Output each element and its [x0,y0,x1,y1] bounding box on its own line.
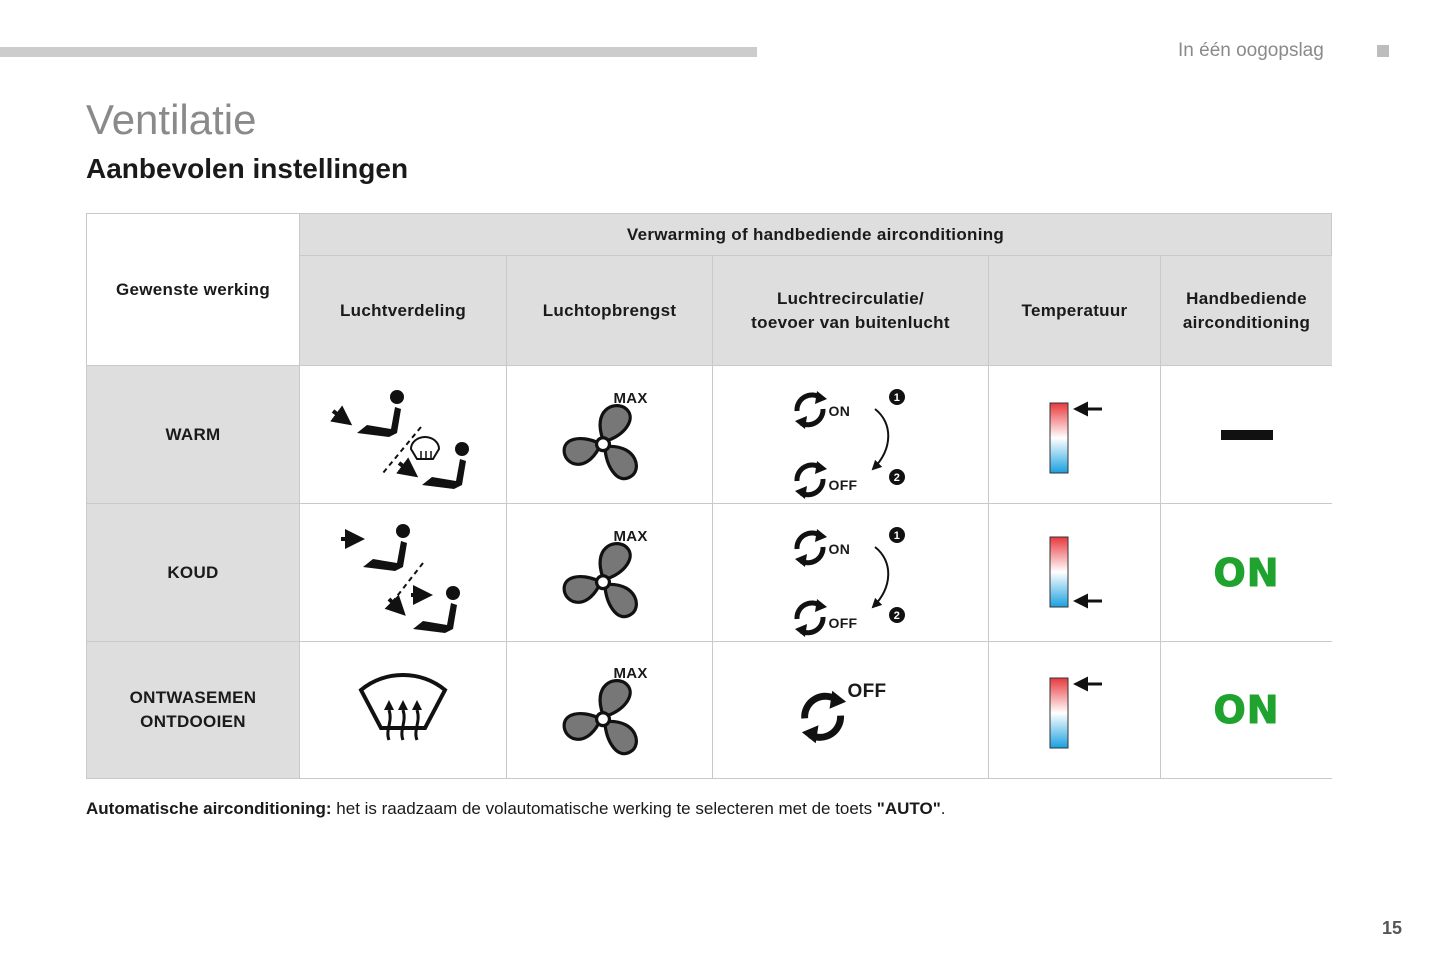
recirculation-cell [713,366,989,504]
group-header-label: Verwarming of handbediende airconditioning [626,224,1005,244]
ac-cell [1161,504,1332,642]
recirculation-icon [791,527,831,569]
column-label: airconditioning [1182,312,1311,332]
svg-text:1: 1 [893,391,900,404]
air-distribution-cell [300,504,507,642]
temperature-cell [989,366,1161,504]
air-flow-cell [507,504,713,642]
column-label: Luchtverdeling [339,300,467,320]
air-distribution-feet-windscreen-icon [323,375,483,495]
row-label: ONTDOOIEN [140,712,246,731]
recirculation-icon [791,389,831,431]
ac-on-label: ON [1213,550,1280,595]
temperature-cell [989,642,1161,778]
row-label-warm [87,366,300,504]
svg-text:1: 1 [893,529,900,542]
row-label: WARM [165,424,221,444]
footnote [86,799,946,819]
sequence-arrow-icon [867,527,907,627]
column-label: Luchtopbrengst [542,300,677,320]
ac-cell [1161,642,1332,778]
recirc-on-label: ON [828,540,851,557]
recirc-on-label: ON [828,402,851,419]
recirculation-cell [713,504,989,642]
svg-text:2: 2 [893,471,900,484]
footnote-heading: Automatische airconditioning: [86,799,332,818]
recirc-off-label: OFF [828,614,858,631]
air-flow-cell [507,642,713,778]
fan-icon [560,399,646,485]
column-header-manual-ac [1161,256,1332,366]
air-distribution-face-feet-icon [323,513,483,633]
footnote-text: het is raadzaam de volautomatische werking te selecteren met de toets [331,799,877,818]
recirc-off-label: OFF [828,476,858,493]
fan-max-label: MAX [613,389,648,407]
fan-icon [560,674,646,760]
recirculation-cell [713,642,989,778]
column-label: Handbediende [1186,288,1307,308]
section-label: In één oogopslag [1178,40,1324,61]
top-rule [0,47,757,57]
air-distribution-cell [300,642,507,778]
corner-header [87,214,300,366]
ac-cell [1161,366,1332,504]
sequence-arrow-icon [867,389,907,489]
fan-max-label: MAX [613,527,648,545]
air-flow-cell [507,366,713,504]
footnote-key: "AUTO" [876,799,941,818]
column-header-recirculation [713,256,989,366]
column-header-temperature [989,256,1161,366]
column-header-air-flow [507,256,713,366]
windscreen-demist-icon [355,670,451,750]
corner-header-label: Gewenste werking [115,279,271,299]
column-label: Temperatuur [1021,300,1128,320]
recirculation-icon [791,597,831,639]
recirc-off-label: OFF [847,681,887,702]
section-marker [1377,45,1389,57]
temperature-cell [989,504,1161,642]
footnote-end: . [940,799,946,818]
air-distribution-cell [300,366,507,504]
row-label-cold [87,504,300,642]
ac-not-applicable-dash [1221,430,1273,440]
temperature-gauge-icon [1040,395,1110,475]
column-label: Luchtrecirculatie/ [776,288,925,308]
page-number: 15 [1382,918,1403,938]
row-label: ONTWASEMEN [129,688,257,707]
fan-icon [560,537,646,623]
page-subtitle: Aanbevolen instellingen [86,153,409,184]
page-title: Ventilatie [86,96,257,143]
temperature-gauge-icon [1040,533,1110,613]
row-label-demist [87,642,300,778]
column-header-air-distribution [300,256,507,366]
group-header [300,214,1332,256]
temperature-gauge-icon [1040,670,1110,750]
recirculation-icon [791,459,831,501]
svg-text:2: 2 [893,609,900,622]
fan-max-label: MAX [613,665,648,682]
ac-on-label: ON [1213,688,1280,732]
column-label: toevoer van buitenlucht [751,312,950,332]
settings-table [86,213,1332,779]
recirculation-icon [796,688,852,746]
row-label: KOUD [167,562,219,582]
